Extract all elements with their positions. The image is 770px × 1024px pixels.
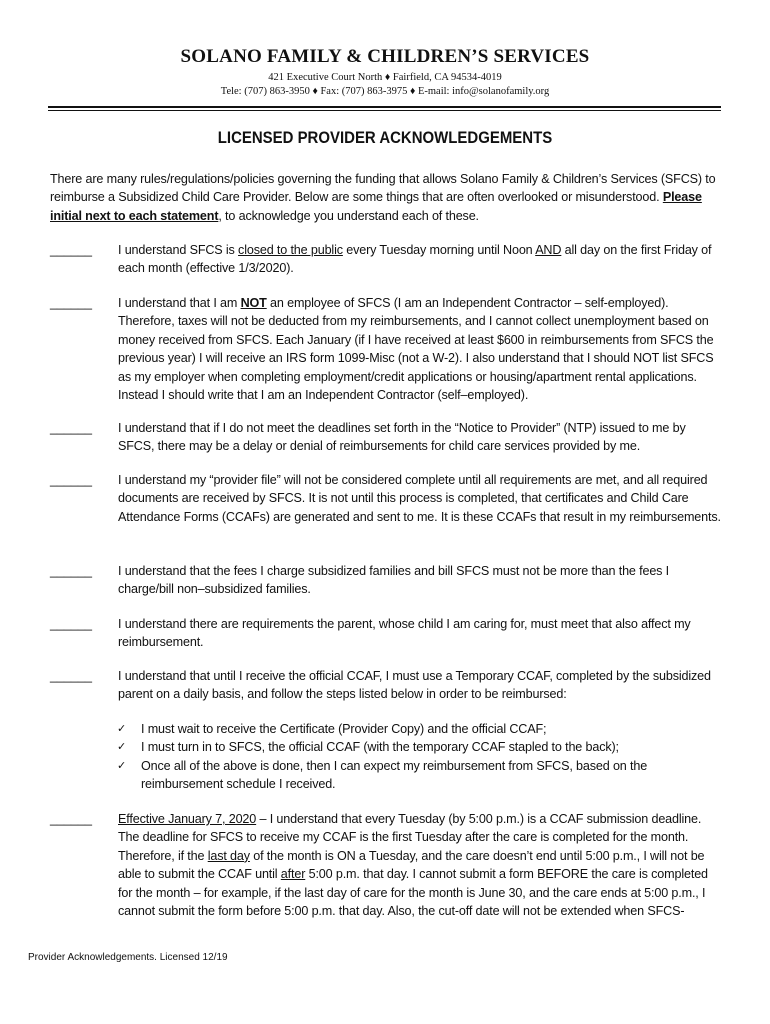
initial-blank[interactable]: ______ bbox=[50, 421, 93, 435]
text-run: all day on the first Friday of each month (effective 1/3/2020). bbox=[118, 243, 712, 276]
checkmark-icon: ✓ bbox=[117, 758, 127, 772]
header-divider-thick bbox=[48, 106, 721, 108]
text-run: every Tuesday morning until Noon bbox=[342, 243, 536, 257]
text-run: an employee of SFCS (I am an Independent Contractor – self-employed). Therefore, taxes will not be deducted from my reimbursements, and I cannot collect unemployment based on money received from SFCS. Each January (if I have received at least $600 in reimbursements from SFCS the previous year) I will receive an IRS form 1099-Misc (not a W-2). I also understand that I should NOT list SFCS as my employer when completing employment/credit applications or housing/apartment rental applications. Instead I should write that I am an Independent Contractor (self–employed). bbox=[118, 296, 714, 403]
document-title: LICENSED PROVIDER ACKNOWLEDGEMENTS bbox=[217, 128, 553, 147]
initial-blank[interactable]: ______ bbox=[50, 564, 93, 578]
intro-text-end: , to acknowledge you understand each of these. bbox=[218, 208, 479, 223]
acknowledgement-text: I understand that if I do not meet the deadlines set forth in the “Notice to Provider” (NTP) issued to me by SFCS, there may be a delay or denial of reimbursements for child care services provided by me. bbox=[118, 421, 686, 454]
steps-list bbox=[117, 720, 722, 794]
initial-blank[interactable]: ______ bbox=[50, 812, 93, 826]
bold-underlined-run: NOT bbox=[240, 296, 267, 310]
text-run: of the month is ON a Tuesday, and the care doesn’t end until 5:00 p.m., I will not be able to submit the CCAF until bbox=[118, 848, 705, 882]
acknowledgement-text: I understand there are requirements the parent, whose child I am caring for, must meet that also affect my reimbursement. bbox=[118, 617, 691, 650]
organization-address: 421 Executive Court North ♦ Fairfield, CA 94534-4019 bbox=[268, 72, 502, 83]
text-run: I understand that I am bbox=[118, 296, 241, 310]
underlined-run: last day bbox=[207, 848, 250, 863]
list-item-text: I must turn in to SFCS, the official CCAF (with the temporary CCAF stapled to the back); bbox=[141, 740, 619, 755]
organization-name: SOLANO FAMILY & CHILDREN’S SERVICES bbox=[180, 46, 590, 67]
page-footer: Provider Acknowledgements. Licensed 12/19 bbox=[28, 952, 228, 963]
organization-contact: Tele: (707) 863-3950 ♦ Fax: (707) 863-3975 ♦ E-mail: info@solanofamily.org bbox=[220, 86, 550, 97]
intro-text: There are many rules/regulations/policies governing the funding that allows Solano Family & Children’s Services (SFCS) to reimburse a Subsidized Child Care Provider. Below are some things that are often overlooked or misunderstood. bbox=[50, 172, 716, 205]
text-run: 5:00 p.m. that day. I cannot submit a form BEFORE the care is completed for the month – for example, if the last day of care for the month is June 30, and the care ends at 5:00 p.m., I cannot submit the form before 5:00 p.m. that day. Also, the cut-off date will not be extended when SFCS- bbox=[118, 867, 708, 919]
acknowledgement-text: I understand that until I receive the official CCAF, I must use a Temporary CCAF, completed by the subsidized parent on a daily basis, and follow the steps listed below in order to be reimbursed: bbox=[118, 669, 711, 702]
list-item bbox=[117, 738, 722, 756]
initial-blank[interactable]: ______ bbox=[50, 243, 93, 257]
list-item-text: I must wait to receive the Certificate (Provider Copy) and the official CCAF; bbox=[141, 722, 547, 736]
initial-blank[interactable]: ______ bbox=[50, 617, 93, 631]
checkmark-icon: ✓ bbox=[117, 722, 127, 735]
acknowledgement-text bbox=[118, 810, 722, 920]
acknowledgement-text: I understand my “provider file” will not be considered complete until all requirements are met, and all required documents are received by SFCS. It is not until this process is completed, that certificates and Child Care Attendance Forms (CCAFs) are generated and sent to me. It is these CCAFs that result in my reimbursements. bbox=[118, 473, 721, 524]
initial-blank[interactable]: ______ bbox=[50, 296, 93, 310]
header-divider-thin bbox=[48, 110, 721, 111]
checkmark-icon: ✓ bbox=[117, 740, 127, 754]
acknowledgement-text bbox=[118, 294, 722, 404]
underlined-run: closed to the public bbox=[238, 243, 343, 257]
initial-blank[interactable]: ______ bbox=[50, 473, 93, 487]
underlined-run: AND bbox=[535, 243, 562, 257]
list-item bbox=[117, 757, 722, 794]
underlined-run: after bbox=[280, 867, 306, 882]
intro-paragraph bbox=[50, 170, 722, 225]
intro-emphasis: Please initial next to each statement bbox=[50, 190, 702, 223]
text-run: I understand SFCS is bbox=[118, 243, 239, 257]
list-item bbox=[117, 720, 722, 738]
list-item-text: Once all of the above is done, then I can expect my reimbursement from SFCS, based on the reimbursement schedule I received. bbox=[141, 758, 648, 792]
acknowledgement-text bbox=[118, 241, 722, 278]
acknowledgement-text: I understand that the fees I charge subsidized families and bill SFCS must not be more than the fees I charge/bill non–subsidized families. bbox=[118, 564, 670, 597]
underlined-run: Effective January 7, 2020 bbox=[118, 812, 257, 826]
initial-blank[interactable]: ______ bbox=[50, 669, 93, 683]
text-run: – I understand that every Tuesday (by 5:00 p.m.) is a CCAF submission deadline. The deadline for SFCS to receive my CCAF is the first Tuesday after the care is completed for the month. Therefore, if the bbox=[118, 812, 702, 863]
